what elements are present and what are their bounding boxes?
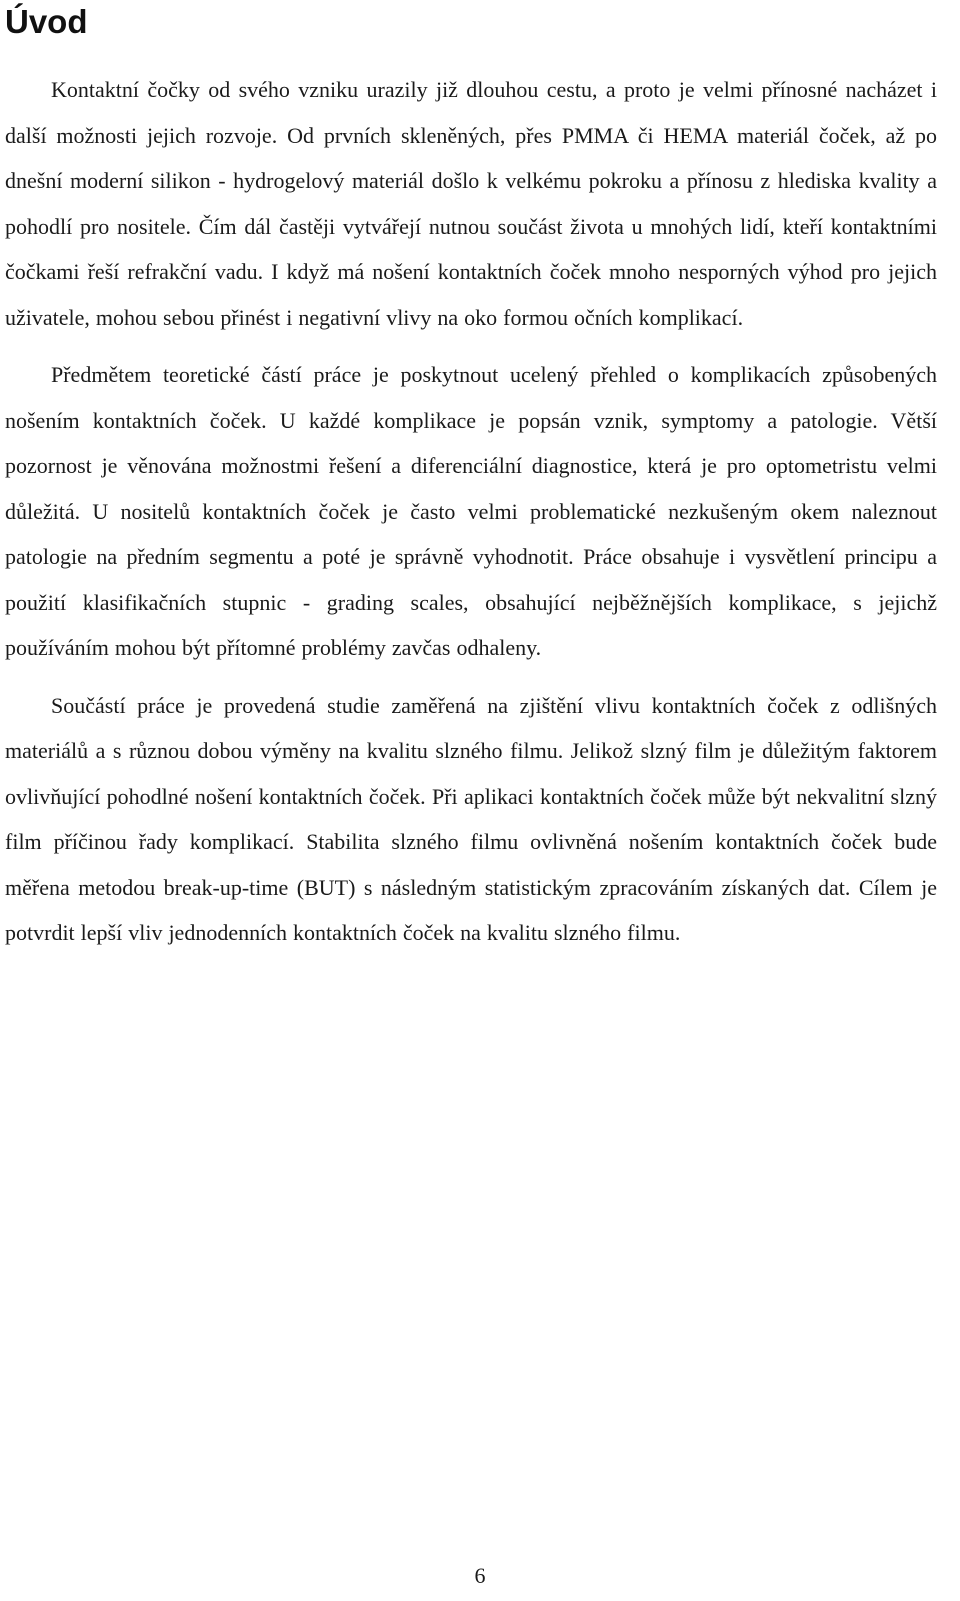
paragraph-3: Součástí práce je provedená studie zaměřená na zjištění vlivu kontaktních čoček z odlišných materiálů a s různou dobou výměny na kvalitu slzného filmu. Jelikož slzný film je důležitým faktorem ovlivňující pohodlné nošení kontaktních čoček. Při aplikaci kontaktních čoček může být nekvalitní slzný film příčinou řady komplikací. Stabilita slzného filmu ovlivněná nošením kontaktních čoček bude měřena metodou break-up-time (BUT) s následným statistickým zpracováním získaných dat. Cílem je potvrdit lepší vliv jednodenních kontaktních čoček na kvalitu slzného filmu.	[5, 692, 937, 945]
body-text	[5, 67, 937, 956]
page-number: 6	[474, 1563, 486, 1588]
paragraph-2: Předmětem teoretické částí práce je poskytnout ucelený přehled o komplikacích způsobených nošením kontaktních čoček. U každé komplikace je popsán vznik, symptomy a patologie. Větší pozornost je věnována možnostmi řešení a diferenciální diagnostice, která je pro optometristu velmi důležitá. U nositelů kontaktních čoček je často velmi problematické nezkušeným okem naleznout patologie na předním segmentu a poté je správně vyhodnotit. Práce obsahuje i vysvětlení principu a použití klasifikačních stupnic - grading scales, obsahující nejběžnějších komplikace, s jejichž používáním mohou být přítomné problémy zavčas odhaleny.	[5, 362, 937, 660]
section-heading: Úvod	[5, 3, 88, 40]
paragraph-1: Kontaktní čočky od svého vzniku urazily již dlouhou cestu, a proto je velmi přínosné nacházet i další možnosti jejich rozvoje. Od prvních skleněných, přes PMMA či HEMA materiál čoček, až po dnešní moderní silikon - hydrogelový materiál došlo k velkému pokroku a přínosu z hlediska kvality a pohodlí pro nositele. Čím dál častěji vytvářejí nutnou součást života u mnohých lidí, kteří kontaktními čočkami řeší refrakční vadu. I když má nošení kontaktních čoček mnoho nesporných výhod pro jejich uživatele, mohou sebou přinést i negativní vlivy na oko formou očních komplikací.	[5, 77, 937, 330]
